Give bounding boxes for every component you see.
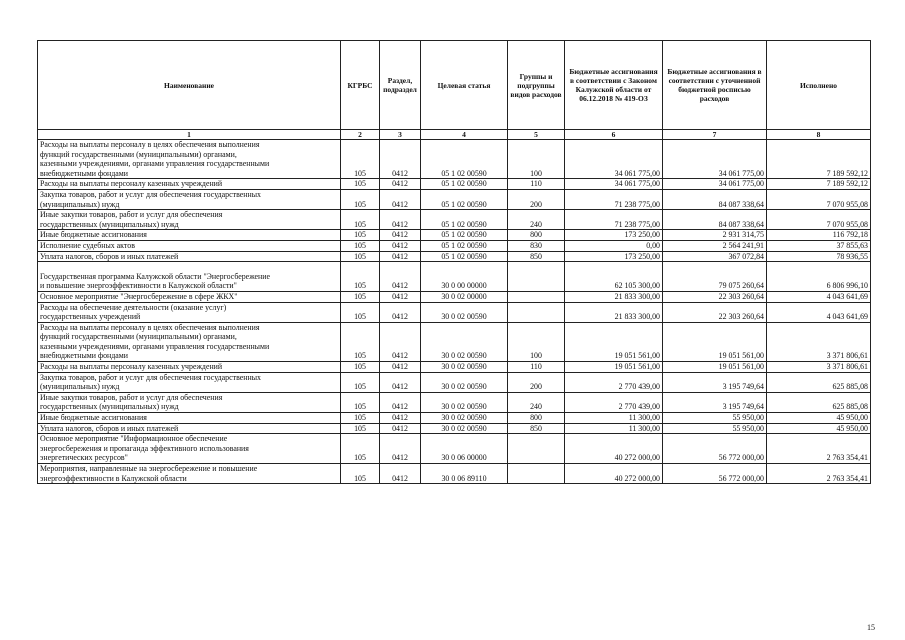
- row-law-allocation: 21 833 300,00: [565, 302, 663, 322]
- row-target-article: 05 1 02 00590: [421, 189, 508, 209]
- row-name: Расходы на выплаты персоналу казенных учреждений: [38, 362, 341, 373]
- row-name: Расходы на выплаты персоналу в целях обеспечения выполнения функций государственными (муниципальными) органами, казенными учреждениями, органами управления государственными внебюджетными фондами: [38, 140, 341, 179]
- row-section: 0412: [380, 372, 421, 392]
- row-name: Закупка товаров, работ и услуг для обеспечения государственных (муниципальных) нужд: [38, 372, 341, 392]
- row-law-allocation: 19 051 561,00: [565, 362, 663, 373]
- table-row: [38, 262, 871, 292]
- row-name: Уплата налогов, сборов и иных платежей: [38, 423, 341, 434]
- row-refined-allocation: 3 195 749,64: [663, 372, 767, 392]
- row-section: 0412: [380, 413, 421, 424]
- row-refined-allocation: 55 950,00: [663, 423, 767, 434]
- row-executed: 78 936,55: [767, 251, 871, 262]
- row-target-article: 05 1 02 00590: [421, 179, 508, 190]
- table-row: [38, 240, 871, 251]
- row-expense-group: 110: [508, 362, 565, 373]
- row-kgrbs: 105: [341, 240, 380, 251]
- row-target-article: 30 0 02 00590: [421, 372, 508, 392]
- column-number: 8: [767, 130, 871, 140]
- row-section: 0412: [380, 322, 421, 361]
- row-refined-allocation: 22 303 260,64: [663, 291, 767, 302]
- row-name: Иные закупки товаров, работ и услуг для обеспечения государственных (муниципальных) нужд: [38, 210, 341, 230]
- row-refined-allocation: 79 075 260,64: [663, 262, 767, 292]
- row-target-article: 05 1 02 00590: [421, 210, 508, 230]
- table-row: [38, 423, 871, 434]
- row-refined-allocation: 2 564 241,91: [663, 240, 767, 251]
- row-kgrbs: 105: [341, 372, 380, 392]
- row-law-allocation: 11 300,00: [565, 423, 663, 434]
- row-expense-group: 240: [508, 392, 565, 412]
- row-section: 0412: [380, 262, 421, 292]
- row-expense-group: 100: [508, 322, 565, 361]
- row-executed: 625 885,08: [767, 392, 871, 412]
- row-section: 0412: [380, 423, 421, 434]
- table-row: [38, 140, 871, 179]
- row-executed: 4 043 641,69: [767, 302, 871, 322]
- row-refined-allocation: 2 931 314,75: [663, 230, 767, 241]
- row-kgrbs: 105: [341, 262, 380, 292]
- table-row: [38, 362, 871, 373]
- row-refined-allocation: 56 772 000,00: [663, 464, 767, 484]
- row-refined-allocation: 34 061 775,00: [663, 140, 767, 179]
- header-name: Наименование: [38, 41, 341, 130]
- row-kgrbs: 105: [341, 210, 380, 230]
- row-law-allocation: 173 250,00: [565, 230, 663, 241]
- row-law-allocation: 11 300,00: [565, 413, 663, 424]
- table-row: [38, 302, 871, 322]
- row-refined-allocation: 367 072,84: [663, 251, 767, 262]
- row-section: 0412: [380, 140, 421, 179]
- row-kgrbs: 105: [341, 302, 380, 322]
- row-kgrbs: 105: [341, 179, 380, 190]
- row-name: Иные бюджетные ассигнования: [38, 413, 341, 424]
- column-number: 4: [421, 130, 508, 140]
- row-section: 0412: [380, 210, 421, 230]
- row-expense-group: [508, 262, 565, 292]
- row-expense-group: 100: [508, 140, 565, 179]
- table-row: [38, 251, 871, 262]
- row-expense-group: 800: [508, 230, 565, 241]
- row-name: Расходы на обеспечение деятельности (оказание услуг) государственных учреждений: [38, 302, 341, 322]
- row-refined-allocation: 56 772 000,00: [663, 434, 767, 464]
- row-kgrbs: 105: [341, 434, 380, 464]
- budget-table: [37, 40, 871, 484]
- row-law-allocation: 2 770 439,00: [565, 392, 663, 412]
- row-name: Уплата налогов, сборов и иных платежей: [38, 251, 341, 262]
- row-refined-allocation: 84 087 338,64: [663, 189, 767, 209]
- row-expense-group: [508, 302, 565, 322]
- row-law-allocation: 2 770 439,00: [565, 372, 663, 392]
- row-section: 0412: [380, 392, 421, 412]
- row-section: 0412: [380, 291, 421, 302]
- row-expense-group: 200: [508, 372, 565, 392]
- table-row: [38, 322, 871, 361]
- row-expense-group: [508, 291, 565, 302]
- row-kgrbs: 105: [341, 291, 380, 302]
- table-row: [38, 413, 871, 424]
- row-executed: 6 806 996,10: [767, 262, 871, 292]
- row-expense-group: 850: [508, 251, 565, 262]
- row-target-article: 30 0 02 00590: [421, 423, 508, 434]
- row-kgrbs: 105: [341, 189, 380, 209]
- row-name: Мероприятия, направленные на энергосбережение и повышение энергоэффективности в Калужской области: [38, 464, 341, 484]
- column-number: 2: [341, 130, 380, 140]
- row-kgrbs: 105: [341, 423, 380, 434]
- header-target-article: Целевая статья: [421, 41, 508, 130]
- row-section: 0412: [380, 189, 421, 209]
- row-expense-group: 110: [508, 179, 565, 190]
- table-row: [38, 230, 871, 241]
- column-number: 5: [508, 130, 565, 140]
- row-target-article: 30 0 00 00000: [421, 262, 508, 292]
- row-name: Основное мероприятие "Энергосбережение в сфере ЖКХ": [38, 291, 341, 302]
- row-law-allocation: 173 250,00: [565, 251, 663, 262]
- row-law-allocation: 34 061 775,00: [565, 140, 663, 179]
- column-number: 6: [565, 130, 663, 140]
- row-target-article: 30 0 02 00590: [421, 413, 508, 424]
- row-section: 0412: [380, 302, 421, 322]
- row-kgrbs: 105: [341, 362, 380, 373]
- row-law-allocation: 40 272 000,00: [565, 434, 663, 464]
- row-target-article: 30 0 02 00590: [421, 362, 508, 373]
- table-row: [38, 179, 871, 190]
- row-section: 0412: [380, 362, 421, 373]
- header-expense-groups: Группы и подгруппы видов расходов: [508, 41, 565, 130]
- row-target-article: 30 0 06 89110: [421, 464, 508, 484]
- row-executed: 7 070 955,08: [767, 210, 871, 230]
- row-name: Государственная программа Калужской области "Энергосбережение и повышение энергоэффективности в Калужской области": [38, 262, 341, 292]
- row-executed: 116 792,18: [767, 230, 871, 241]
- row-section: 0412: [380, 230, 421, 241]
- row-name: Исполнение судебных актов: [38, 240, 341, 251]
- row-executed: 45 950,00: [767, 423, 871, 434]
- row-section: 0412: [380, 240, 421, 251]
- row-law-allocation: 71 238 775,00: [565, 210, 663, 230]
- header-section: Раздел, подраздел: [380, 41, 421, 130]
- row-executed: 2 763 354,41: [767, 434, 871, 464]
- row-kgrbs: 105: [341, 230, 380, 241]
- row-law-allocation: 34 061 775,00: [565, 179, 663, 190]
- row-law-allocation: 71 238 775,00: [565, 189, 663, 209]
- row-law-allocation: 0,00: [565, 240, 663, 251]
- row-target-article: 05 1 02 00590: [421, 251, 508, 262]
- table-row: [38, 372, 871, 392]
- header-law-allocations: Бюджетные ассигнования в соответствии с Законом Калужской области от 06.12.2018 № 419-ОЗ: [565, 41, 663, 130]
- table-row: [38, 434, 871, 464]
- header-kgrbs: КГРБС: [341, 41, 380, 130]
- row-kgrbs: 105: [341, 464, 380, 484]
- row-expense-group: 240: [508, 210, 565, 230]
- row-name: Иные закупки товаров, работ и услуг для обеспечения государственных (муниципальных) нужд: [38, 392, 341, 412]
- row-refined-allocation: 84 087 338,64: [663, 210, 767, 230]
- table-row: [38, 210, 871, 230]
- row-name: Основное мероприятие "Информационное обеспечение энергосбережения и пропаганда эффективного использования энергетических ресурсов": [38, 434, 341, 464]
- row-section: 0412: [380, 464, 421, 484]
- row-expense-group: 200: [508, 189, 565, 209]
- row-law-allocation: 21 833 300,00: [565, 291, 663, 302]
- column-number-row: [38, 130, 871, 140]
- row-refined-allocation: 22 303 260,64: [663, 302, 767, 322]
- row-executed: 3 371 806,61: [767, 362, 871, 373]
- row-kgrbs: 105: [341, 413, 380, 424]
- table-row: [38, 189, 871, 209]
- table-row: [38, 464, 871, 484]
- header-row: [38, 41, 871, 130]
- table-row: [38, 392, 871, 412]
- row-refined-allocation: 19 051 561,00: [663, 362, 767, 373]
- row-law-allocation: 40 272 000,00: [565, 464, 663, 484]
- row-expense-group: [508, 434, 565, 464]
- row-executed: 625 885,08: [767, 372, 871, 392]
- row-refined-allocation: 3 195 749,64: [663, 392, 767, 412]
- row-kgrbs: 105: [341, 322, 380, 361]
- row-executed: 2 763 354,41: [767, 464, 871, 484]
- row-target-article: 30 0 02 00590: [421, 322, 508, 361]
- header-executed: Исполнено: [767, 41, 871, 130]
- row-executed: 4 043 641,69: [767, 291, 871, 302]
- row-law-allocation: 62 105 300,00: [565, 262, 663, 292]
- row-executed: 7 189 592,12: [767, 140, 871, 179]
- row-target-article: 30 0 02 00000: [421, 291, 508, 302]
- row-expense-group: 850: [508, 423, 565, 434]
- row-expense-group: [508, 464, 565, 484]
- row-refined-allocation: 55 950,00: [663, 413, 767, 424]
- row-kgrbs: 105: [341, 251, 380, 262]
- header-refined-allocations: Бюджетные ассигнования в соответствии с уточненной бюджетной росписью расходов: [663, 41, 767, 130]
- row-executed: 7 070 955,08: [767, 189, 871, 209]
- column-number: 7: [663, 130, 767, 140]
- row-name: Расходы на выплаты персоналу казенных учреждений: [38, 179, 341, 190]
- row-target-article: 30 0 02 00590: [421, 302, 508, 322]
- row-expense-group: 830: [508, 240, 565, 251]
- row-name: Иные бюджетные ассигнования: [38, 230, 341, 241]
- row-kgrbs: 105: [341, 392, 380, 412]
- row-executed: 37 855,63: [767, 240, 871, 251]
- row-section: 0412: [380, 251, 421, 262]
- row-executed: 45 950,00: [767, 413, 871, 424]
- row-law-allocation: 19 051 561,00: [565, 322, 663, 361]
- row-refined-allocation: 19 051 561,00: [663, 322, 767, 361]
- row-name: Закупка товаров, работ и услуг для обеспечения государственных (муниципальных) нужд: [38, 189, 341, 209]
- row-target-article: 05 1 02 00590: [421, 240, 508, 251]
- row-target-article: 30 0 02 00590: [421, 392, 508, 412]
- row-target-article: 05 1 02 00590: [421, 230, 508, 241]
- page-number: 15: [867, 623, 875, 632]
- row-target-article: 30 0 06 00000: [421, 434, 508, 464]
- row-name: Расходы на выплаты персоналу в целях обеспечения выполнения функций государственными (муниципальными) органами, казенными учреждениями, органами управления государственными внебюджетными фондами: [38, 322, 341, 361]
- row-section: 0412: [380, 434, 421, 464]
- column-number: 3: [380, 130, 421, 140]
- row-executed: 7 189 592,12: [767, 179, 871, 190]
- row-kgrbs: 105: [341, 140, 380, 179]
- row-section: 0412: [380, 179, 421, 190]
- row-target-article: 05 1 02 00590: [421, 140, 508, 179]
- row-refined-allocation: 34 061 775,00: [663, 179, 767, 190]
- row-expense-group: 800: [508, 413, 565, 424]
- table-row: [38, 291, 871, 302]
- column-number: 1: [38, 130, 341, 140]
- row-executed: 3 371 806,61: [767, 322, 871, 361]
